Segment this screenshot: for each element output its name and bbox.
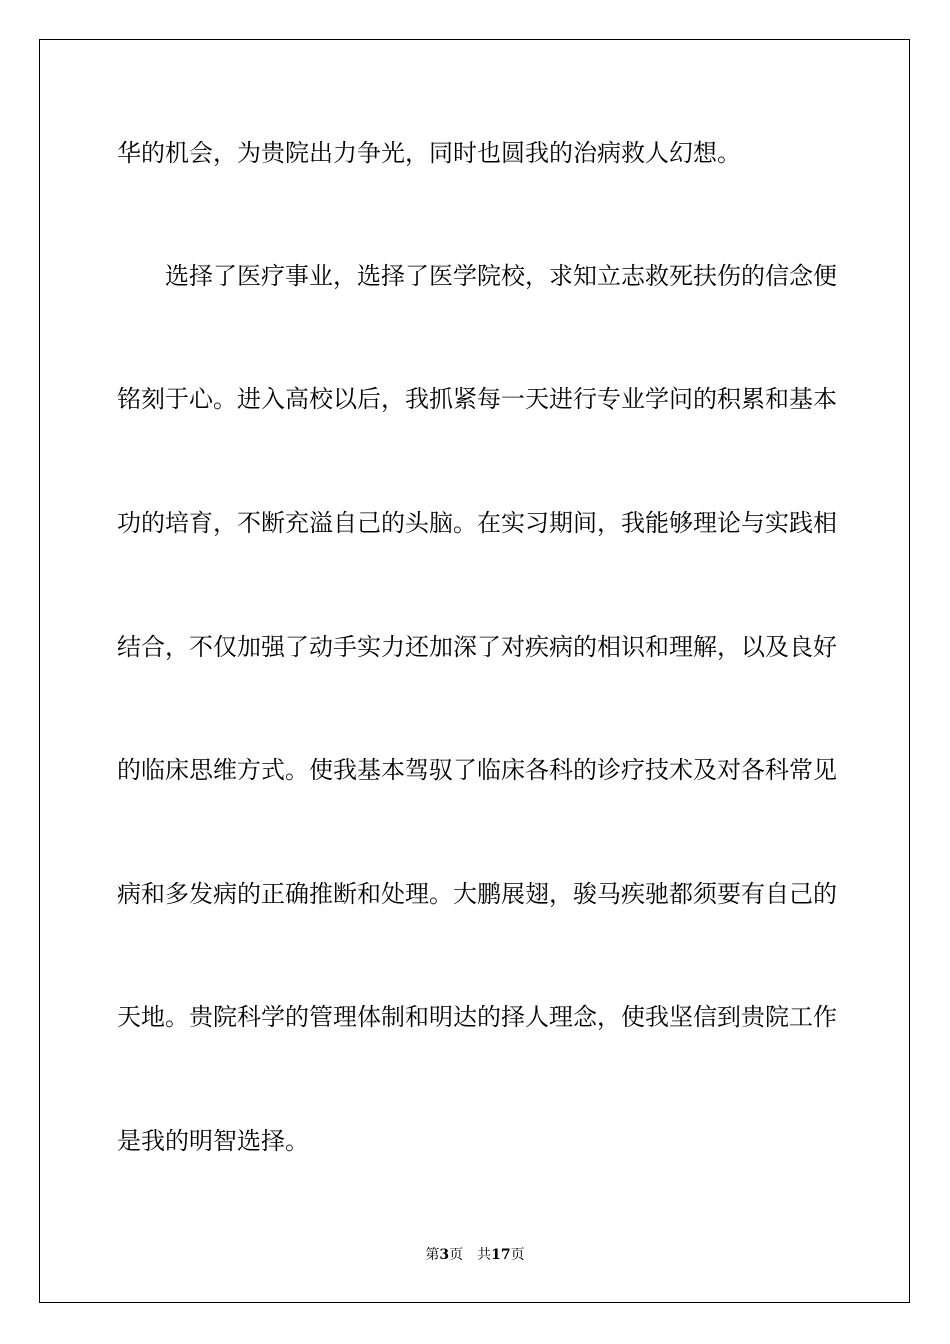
text-line-7: 病和多发病的正确推断和处理。大鹏展翅，骏马疾驰都须要有自己的 — [117, 880, 837, 908]
footer-total-pages: 17 — [491, 1247, 511, 1263]
footer-total-suffix: 页 — [510, 1247, 525, 1263]
footer-page-prefix: 第 — [425, 1247, 440, 1263]
text-line-5: 结合，不仅加强了动手实力还加深了对疾病的相识和理解，以及良好 — [117, 633, 837, 661]
text-line-8: 天地。贵院科学的管理体制和明达的择人理念，使我坚信到贵院工作 — [117, 1003, 837, 1031]
text-line-6: 的临床思维方式。使我基本驾驭了临床各科的诊疗技术及对各科常见 — [117, 756, 837, 784]
text-line-4: 功的培育，不断充溢自己的头脑。在实习期间，我能够理论与实践相 — [117, 509, 837, 537]
page-footer — [0, 1246, 950, 1264]
footer-total-prefix: 共 — [477, 1247, 492, 1263]
text-line-2: 选择了医疗事业，选择了医学院校，求知立志救死扶伤的信念便 — [165, 262, 837, 290]
page-border — [39, 39, 910, 1303]
text-line-3: 铭刻于心。进入高校以后，我抓紧每一天进行专业学问的积累和基本 — [117, 385, 837, 413]
text-line-9: 是我的明智选择。 — [117, 1127, 309, 1155]
footer-page-number: 3 — [439, 1247, 450, 1263]
footer-page-suffix: 页 — [449, 1247, 464, 1263]
text-line-1: 华的机会，为贵院出力争光，同时也圆我的治病救人幻想。 — [117, 139, 741, 167]
